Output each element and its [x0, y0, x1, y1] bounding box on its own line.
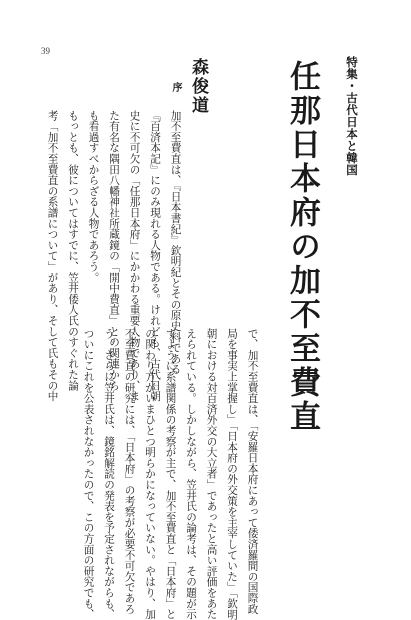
- body-line: すように系譜関係の考察が主で、加不至費直と「日本府」と: [164, 328, 177, 620]
- body-line: も看過すべからざる人物であろう。: [87, 110, 100, 283]
- series-label: 特集・古代日本と韓国: [345, 56, 359, 176]
- body-line: 加不至費直は、『日本書紀』欽明紀とその原史料である: [169, 110, 182, 375]
- upper-body-text: [42, 110, 186, 402]
- body-line: もっとも、彼についてはすでに、笠井倭人氏のすぐれた論: [67, 110, 79, 391]
- lower-body-text: [78, 328, 263, 620]
- body-line: 考「加不至費直の系譜について」があり、そして氏もその中: [46, 110, 59, 402]
- body-line: えられている。しかしながら、笠井氏の論考は、その題が示: [185, 328, 197, 620]
- body-line: う。さらに笠井氏は、鏡銘解読の発表を予定されながらも、: [103, 328, 115, 620]
- body-line: た有名な隅田八幡神社所蔵鏡の「開中費直」との関連から: [108, 110, 120, 391]
- body-line: で、加不至費直は、「安羅日本府にあって倭済羅間の国際政: [246, 328, 259, 615]
- author-name: 森俊道: [188, 58, 208, 115]
- section-heading: 序: [170, 82, 181, 92]
- body-line: 朝における対百済外交の大立者」であったと高い評価をあた: [205, 328, 218, 620]
- body-line: 『百済本記』にのみ現れる人物である。けれども、古代日朝: [149, 110, 161, 402]
- article-title: 任那日本府の加不至費直: [284, 60, 320, 434]
- body-line: 不至費直の研究には、「日本府」の考察が必要不可欠であろ: [123, 328, 136, 615]
- body-line: 局を事実上掌握し」「日本府の外交策を主宰していた」「欽明: [226, 328, 238, 620]
- page-number: 39: [41, 46, 50, 56]
- body-line: の関わり方がいまひとつ明らかになっていない。やはり、加: [144, 328, 156, 620]
- body-line: ついにこれを公表されなかったので、この方面の研究でも、: [82, 328, 95, 620]
- body-line: 史に不可欠の「任那日本府」にかかわる重要人物であり、ま: [128, 110, 141, 402]
